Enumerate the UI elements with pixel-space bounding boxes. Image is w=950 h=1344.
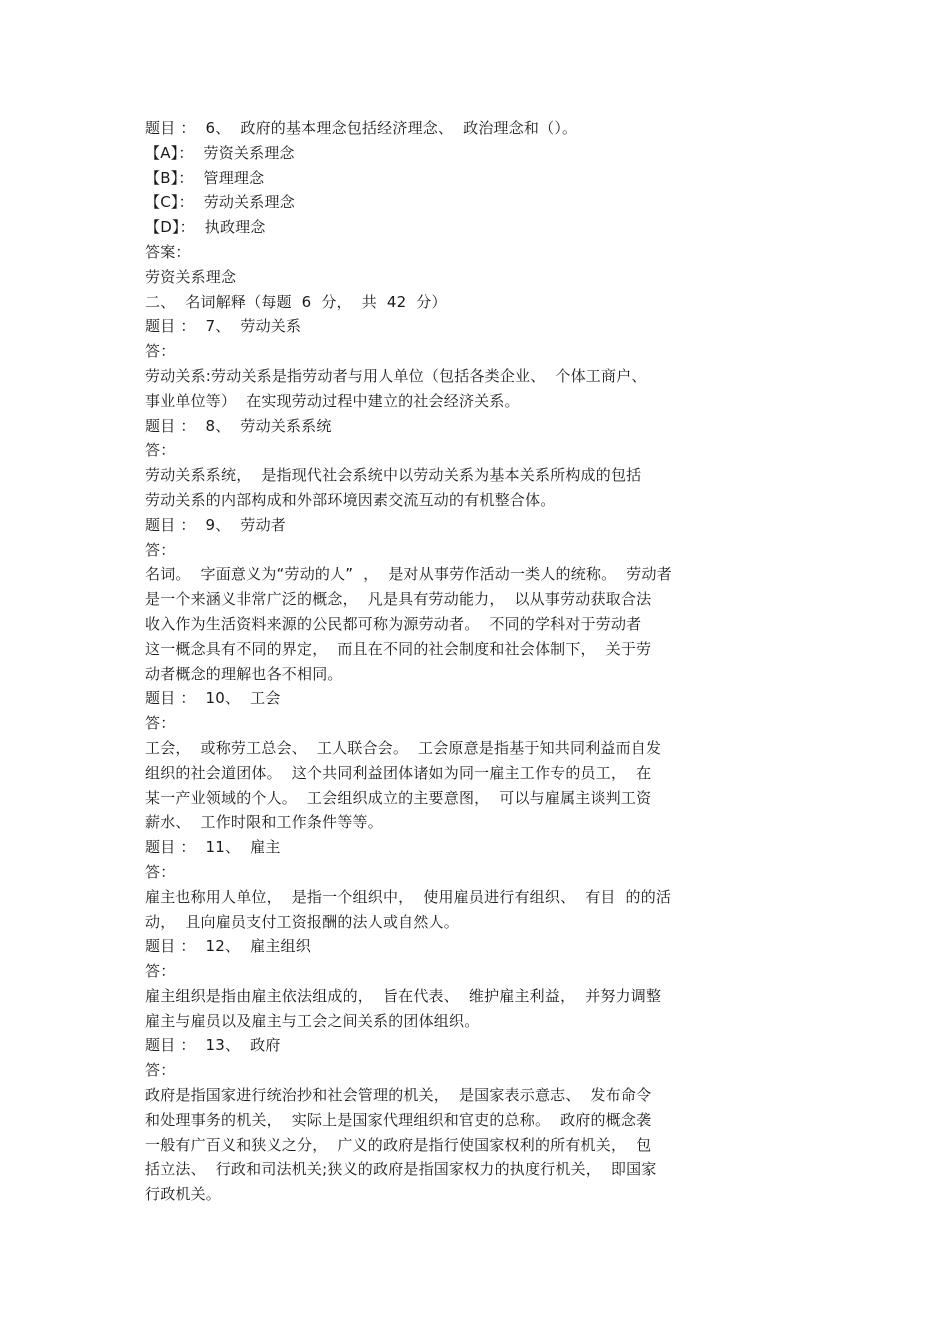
answer-text: 雇主组织是指由雇主依法组成的， 旨在代表、 维护雇主利益， 并努力调整 [145,986,662,1005]
answer-text: 某一产业领域的个人。 工会组织成立的主要意图， 可以与雇属主谈判工资 [145,788,652,807]
answer-text: 劳动关系:劳动关系是指劳动者与用人单位（包括各类企业、 个体工商户、 [145,366,647,385]
answer-text: 和处理事务的机关， 实际上是国家代理组织和官吏的总称。 政府的概念袭 [145,1110,652,1129]
question-13-title: 题目 ： 13、 政府 [145,1036,281,1055]
answer-text: 事业单位等） 在实现劳动过程中建立的社会经济关系。 [145,391,520,410]
answer-label: 答： [145,441,176,460]
answer-text: 是一个来涵义非常广泛的概念， 凡是具有劳动能力， 以从事劳动获取合法 [145,590,652,609]
answer-text: 收入作为生活资料来源的公民都可称为源劳动者。 不同的学科对于劳动者 [145,614,642,633]
answer-label: 答： [145,962,176,981]
option-b: 【B】： 管理理念 [145,168,265,187]
option-c: 【C】： 劳动关系理念 [145,193,295,212]
answer-text: 一般有广百义和狭义之分， 广义的政府是指行使国家权利的所有机关， 包 [145,1135,652,1154]
answer-label: 答： [145,1061,176,1080]
answer-text: 动， 且向雇员支付工资报酬的法人或自然人。 [145,912,459,931]
answer-label: 答： [145,540,176,559]
question-9-title: 题目 ： 9、 劳动者 [145,515,286,534]
answer-text: 劳动关系的内部构成和外部环境因素交流互动的有机整合体。 [145,490,556,509]
question-6-title: 题目 ： 6、 政府的基本理念包括经济理念、 政治理念和（）。 [145,119,578,137]
answer-label: 答： [145,342,176,361]
answer-text: 薪水、 工作时限和工作条件等等。 [145,813,383,832]
answer-text: 雇主与雇员以及雇主与工会之间关系的团体组织。 [145,1011,480,1030]
option-d: 【D】： 执政理念 [145,218,266,237]
answer-text: 工会， 或称劳工总会、 工人联合会。 工会原意是指基于知共同利益而自发 [145,738,662,757]
answer-text: 组织的社会道团体。 这个共同利益团体诸如为同一雇主工作专的员工， 在 [145,763,652,782]
answer-label: 答： [145,714,176,733]
answer-text: 行政机关。 [145,1185,222,1204]
answer-label: 答： [145,862,176,881]
question-10-title: 题目 ： 10、 工会 [145,689,281,708]
question-12-title: 题目 ： 12、 雇主组织 [145,937,311,956]
answer-text: 劳资关系理念 [145,267,237,286]
document-body [145,116,745,1207]
option-a: 【A】： 劳资关系理念 [145,143,295,162]
answer-text: 政府是指国家进行统治抄和社会管理的机关， 是国家表示意志、 发布命令 [145,1086,652,1105]
answer-label: 答案： [145,242,191,261]
question-7-title: 题目 ： 7、 劳动关系 [145,317,302,336]
question-8-title: 题目 ： 8、 劳动关系系统 [145,416,332,435]
answer-text: 动者概念的理解也各不相同。 [145,664,343,683]
section-heading: 二、 名词解释（每题 6 分， 共 42 分） [145,292,447,311]
answer-text: 劳动关系系统， 是指现代社会系统中以劳动关系为基本关系所构成的包括 [145,466,642,485]
answer-text: 括立法、 行政和司法机关;狭义的政府是指国家权力的执度行机关， 即国家 [145,1160,657,1179]
answer-text: 雇主也称用人单位， 是指一个组织中， 使用雇员进行有组织、 有目 的的活 [145,887,672,906]
answer-text: 名词。 字面意义为“劳动的人” ， 是对从事劳作活动一类人的统称。 劳动者 [145,565,672,584]
answer-text: 这一概念具有不同的界定， 而且在不同的社会制度和社会体制下， 关于劳 [145,639,652,658]
question-11-title: 题目 ： 11、 雇主 [145,838,281,857]
